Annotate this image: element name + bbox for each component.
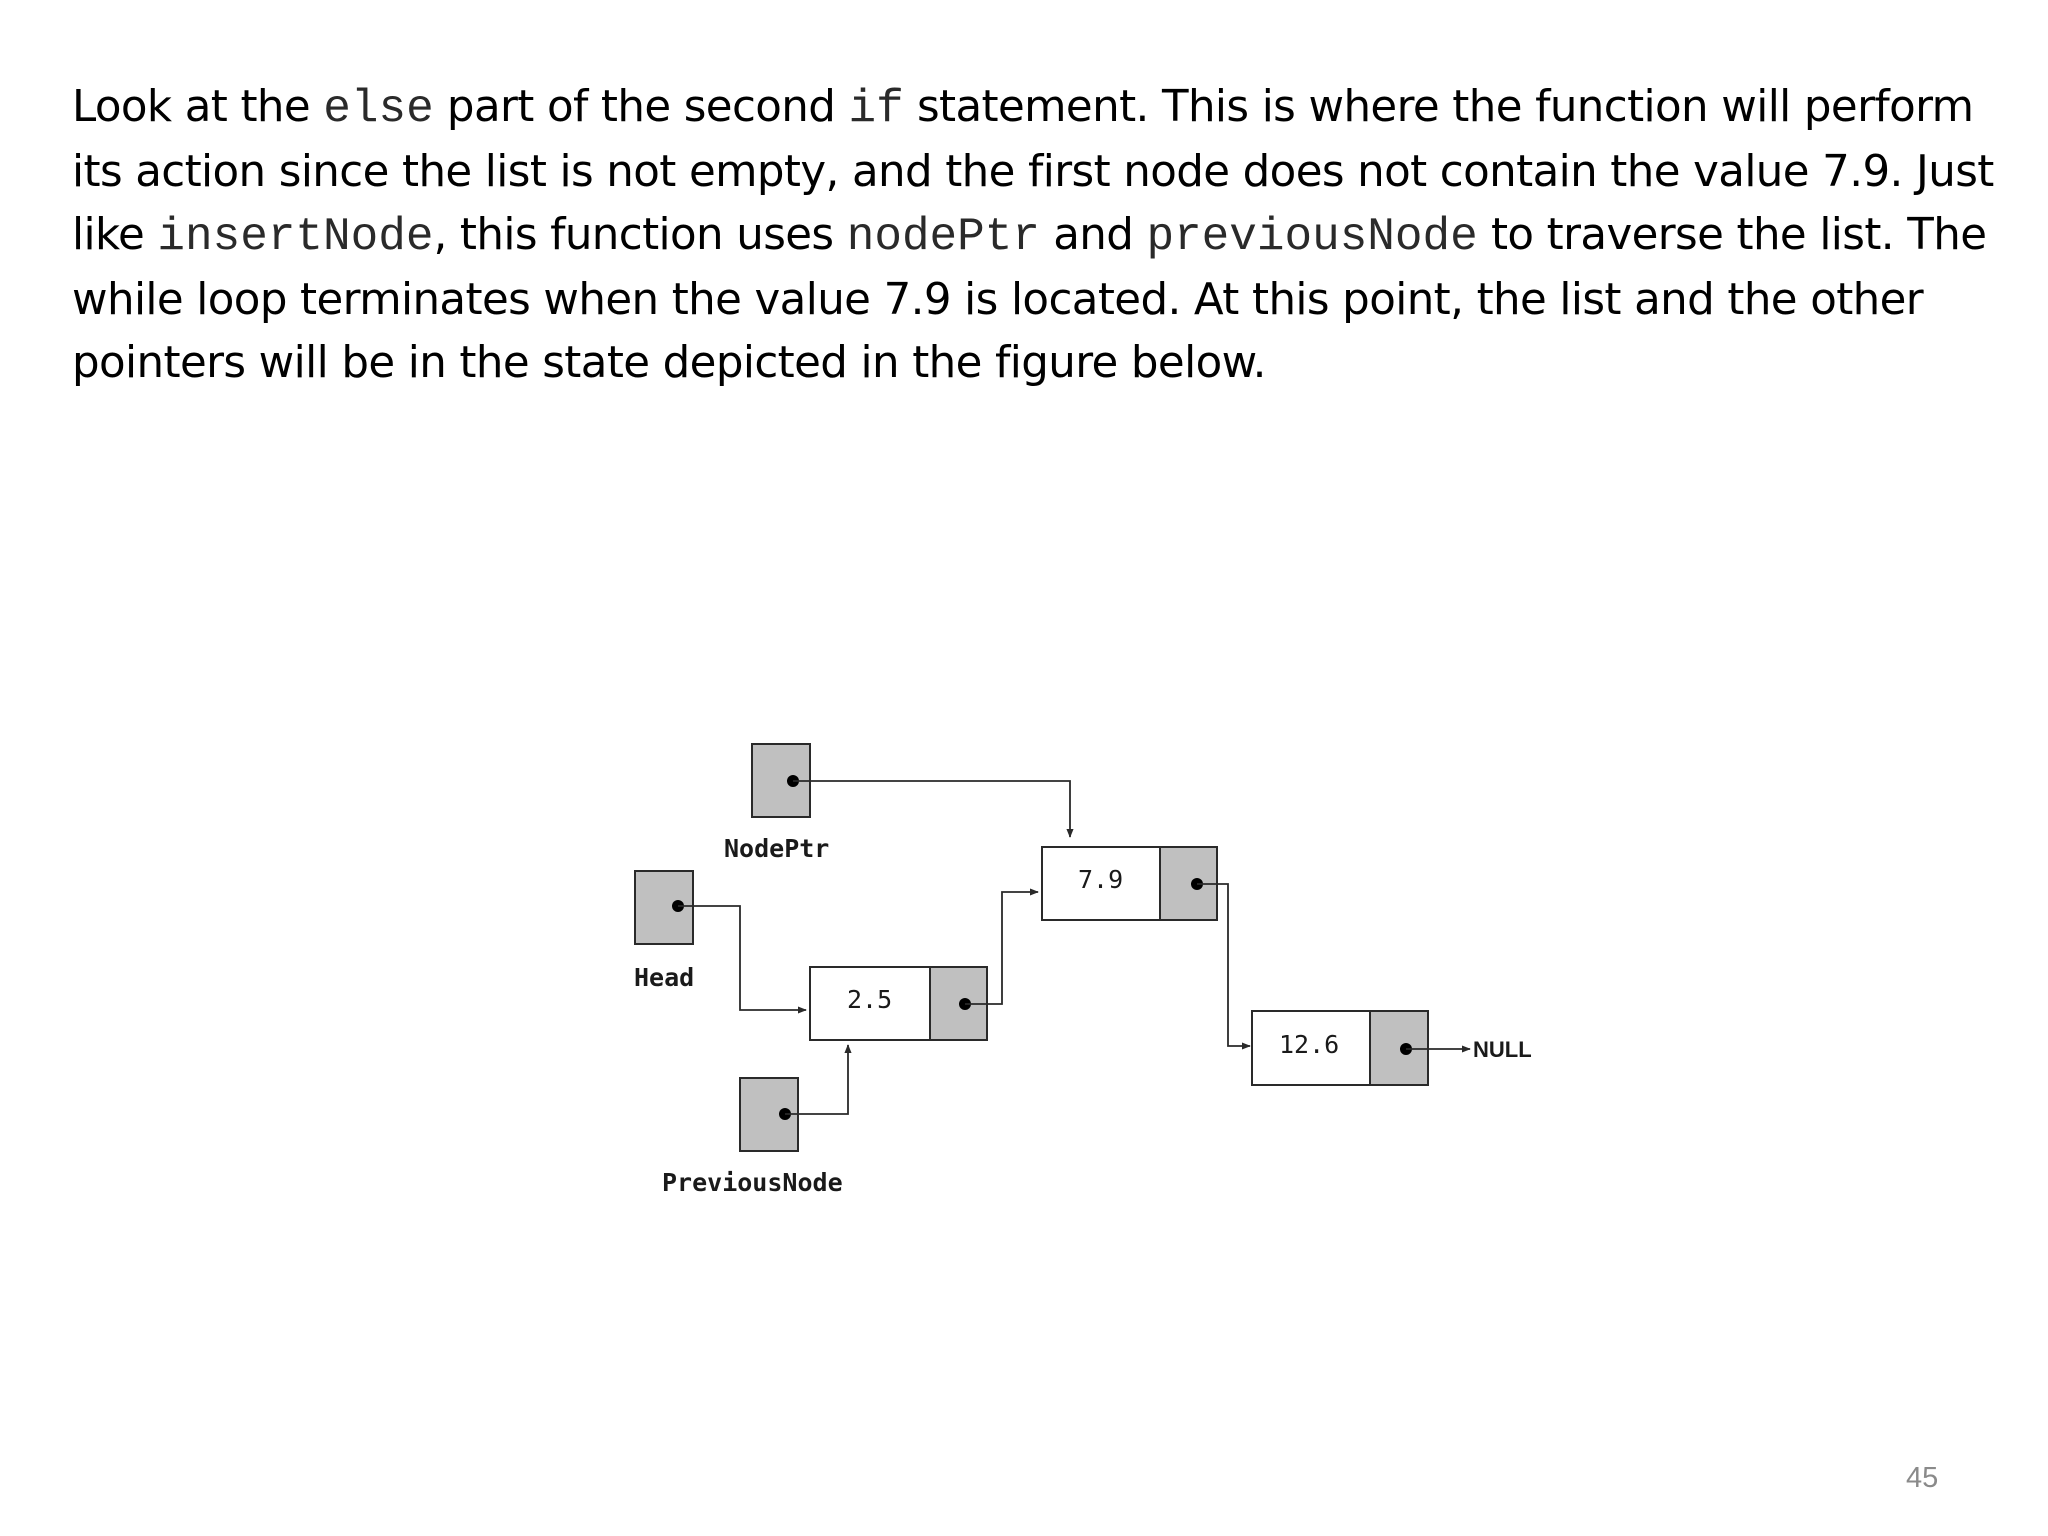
previousnode-label: PreviousNode	[662, 1168, 843, 1197]
list-node-1	[810, 892, 1038, 1040]
nodeptr-pointer	[724, 744, 1070, 863]
head-label: Head	[634, 963, 695, 992]
head-box	[635, 871, 693, 944]
node-value: 7.9	[1078, 865, 1124, 894]
code-nodeptr: nodePtr	[846, 211, 1040, 263]
text-segment: to traverse the list. The while loop terminates when the value 7.9 is located. At this point, the list and the other pointers will be in the state depicted in the figure below.	[72, 210, 1987, 388]
text-segment: and	[1039, 210, 1147, 260]
null-label: NULL	[1473, 1037, 1532, 1062]
nodeptr-arrow	[793, 781, 1070, 837]
code-insertnode: insertNode	[157, 211, 434, 263]
page-number: 45	[1906, 1462, 1939, 1494]
previousnode-pointer	[662, 1045, 848, 1197]
text-segment: part of the second	[433, 82, 849, 132]
text-segment: Look at the	[72, 82, 324, 132]
node-next-cell	[1370, 1011, 1428, 1085]
list-node-2	[1042, 847, 1250, 1046]
code-else: else	[323, 83, 434, 135]
text-segment: , this function uses	[433, 210, 847, 260]
node-value: 2.5	[847, 985, 893, 1014]
node-value: 12.6	[1279, 1030, 1340, 1059]
head-pointer	[634, 871, 806, 1010]
code-if: if	[848, 83, 904, 135]
head-arrow	[678, 906, 806, 1010]
text-segment: statement. This is where the function will perform its action since the list is not empty, and the first node does not contain the value 7.9. Just like	[72, 82, 1994, 260]
list-node-3	[1252, 1011, 1532, 1085]
code-previousnode: previousNode	[1146, 211, 1478, 263]
nodeptr-label: NodePtr	[724, 834, 830, 863]
